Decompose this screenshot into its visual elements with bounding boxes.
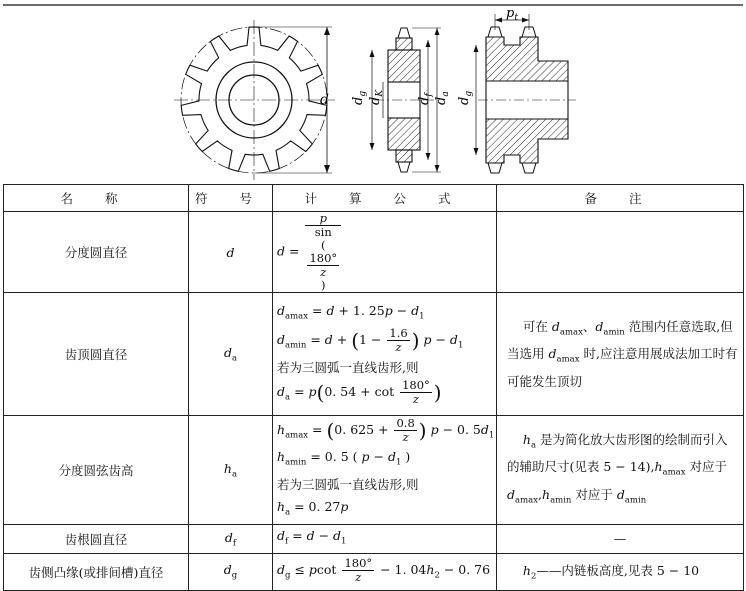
table-row	[4, 293, 744, 416]
formula-line: 若为三圆弧一直线齿形,则	[277, 359, 419, 375]
row-note	[497, 212, 744, 293]
formula-line: d = p sin ( 180° z )	[277, 212, 492, 292]
row-formula: $d_g \le pcot$ $\frac{180^\circ}{z}$ − 1. $04h_2 - 0$. 76	[273, 553, 497, 590]
row-name: 齿侧凸缘(或排间槽)直径	[4, 553, 189, 590]
note-text: 可在 $d_{amax}$、$d_{amin}$ 范围内任意选取,但当选用 $d_{amax}$ 时,应注意用展成法加工时有可能发生顶切	[507, 318, 738, 389]
table-header-row	[4, 185, 744, 212]
sprocket-double-row-view	[474, 14, 577, 173]
table-row	[4, 212, 744, 293]
formula-line: $d_{amin} = d + (1$ − $\frac{1.6}{z}$ ) $p - d_1$	[277, 326, 464, 355]
header-note: 备 注	[497, 185, 744, 212]
label-dk: $d_K$	[368, 89, 385, 105]
row-note	[497, 416, 744, 525]
formula-line: $h_{amin} = 0$. 5 ( $p - d_1$ )	[277, 449, 411, 468]
row-symbol: $h_a$	[189, 416, 273, 525]
label-d: d	[320, 92, 329, 108]
table-row	[4, 553, 744, 590]
header-symbol: 符 号	[189, 185, 273, 212]
table-row	[4, 525, 744, 554]
sprocket-figure	[0, 0, 746, 184]
label-da: $d_a$	[434, 91, 451, 105]
row-note: $h_2——$内链板高度,见表 5 − 10	[497, 553, 744, 590]
row-name: 齿顶圆直径	[4, 293, 189, 416]
sprocket-front-view	[174, 20, 335, 180]
formula-line: $h_{amax} = (0$. 625 + $\frac{0.8}{z}$ ) p − 0. $5d_1$	[277, 415, 495, 444]
row-symbol: $d_a$	[189, 293, 273, 416]
row-formula	[273, 416, 497, 525]
formula-line: 若为三圆弧一直线齿形,则	[277, 476, 419, 492]
note-text: $h_a$ 是为简化放大齿形图的绘制而引入的辅助尺寸(见表 $5 - 14),h_{amax}$ 对应于 $d_{amax},h_{amin}$ 对应于 $d_{amin}$	[507, 431, 728, 506]
table-row	[4, 416, 744, 525]
label-dg-right: $d_g$	[457, 90, 474, 105]
header-formula: 计 算 公 式	[273, 185, 497, 212]
label-df: $d_f$	[417, 93, 434, 105]
header-name: 名 称	[4, 185, 189, 212]
row-note	[497, 293, 744, 416]
formula-line: $d_a = p(0$. 54 + cot $\frac{180^\circ}{z}$ )	[277, 377, 442, 406]
row-name: 分度圆直径	[4, 212, 189, 293]
row-symbol: d	[189, 212, 273, 293]
formula-line: $d_{amax} = d + 1$. $25p - d_1$	[277, 302, 425, 322]
row-symbol: $d_f$	[189, 525, 273, 554]
row-name: 分度圆弦齿高	[4, 416, 189, 525]
row-formula	[273, 212, 497, 293]
label-dg-middle: $d_g$	[351, 90, 368, 105]
formula-table	[3, 184, 744, 591]
row-formula: $d_f = d - d_1$	[273, 525, 497, 554]
row-formula	[273, 293, 497, 416]
row-symbol: $d_g$	[189, 553, 273, 590]
label-pt: $p_t$	[506, 6, 518, 23]
row-note: —	[497, 525, 744, 554]
formula-line: $h_a = 0$. 27p	[277, 498, 349, 518]
row-name: 齿根圆直径	[4, 525, 189, 554]
